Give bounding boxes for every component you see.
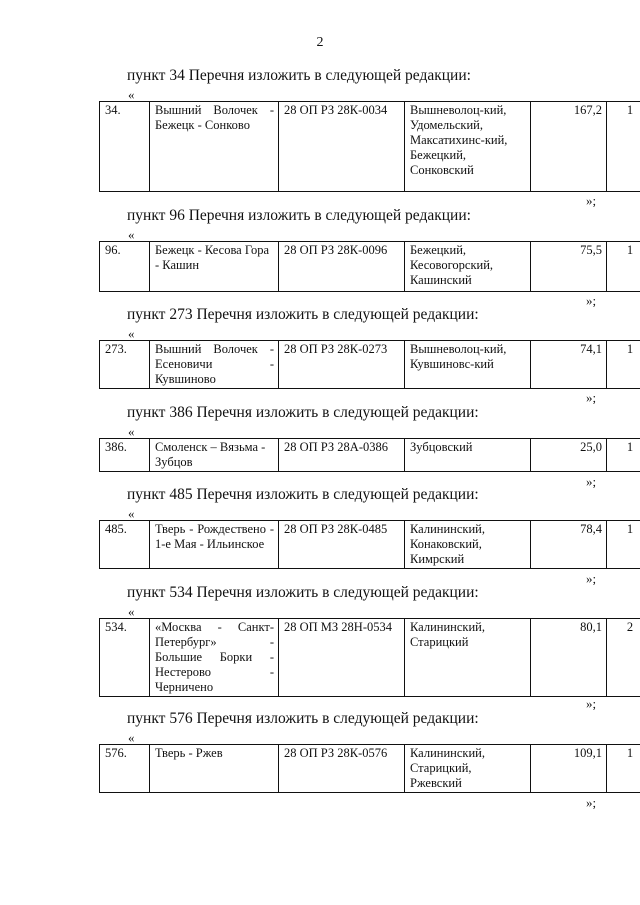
cell-category: 1 [607,745,640,793]
section-heading: пункт 34 Перечня изложить в следующей редакции: [127,67,471,84]
cell-districts: Вышневолоц-кий, Удомельский, Максатихинс-кий, Бежецкий, Сонковский [405,102,531,192]
cell-category: 1 [607,341,640,389]
section-heading: пункт 273 Перечня изложить в следующей редакции: [127,306,479,323]
cell-road-code: 28 ОП РЗ 28К-0273 [279,341,405,389]
cell-category: 1 [607,102,640,192]
section-heading: пункт 534 Перечня изложить в следующей редакции: [127,584,479,601]
road-table [99,438,640,472]
cell-category: 1 [607,242,640,292]
close-quote: »; [586,795,597,810]
cell-road-code: 28 ОП РЗ 28К-0485 [279,521,405,569]
cell-number: 96. [100,242,150,292]
cell-road-name: «Москва - Санкт-Петербург» - Большие Борки - Нестерово - Черничено [150,619,279,697]
table-row [100,439,640,472]
cell-number: 485. [100,521,150,569]
road-table [99,340,640,389]
cell-number: 273. [100,341,150,389]
cell-category: 1 [607,521,640,569]
open-quote: « [128,87,135,102]
cell-length: 80,1 [531,619,607,697]
road-table [99,520,640,569]
cell-length: 167,2 [531,102,607,192]
section-heading: пункт 485 Перечня изложить в следующей редакции: [127,486,479,503]
cell-length: 75,5 [531,242,607,292]
cell-districts: Бежецкий, Кесовогорский, Кашинский [405,242,531,292]
section-heading: пункт 96 Перечня изложить в следующей редакции: [127,207,471,224]
open-quote: « [128,506,135,521]
cell-districts: Калининский, Старицкий [405,619,531,697]
table-row [100,242,640,292]
cell-road-code: 28 ОП РЗ 28К-0034 [279,102,405,192]
table-row [100,341,640,389]
cell-districts: Калининский, Старицкий, Ржевский [405,745,531,793]
road-table [99,618,640,697]
close-quote: »; [586,293,597,308]
cell-road-name: Тверь - Ржев [150,745,279,793]
cell-districts: Вышневолоц-кий, Кувшиновс-кий [405,341,531,389]
table-row [100,521,640,569]
road-table [99,744,640,793]
cell-road-code: 28 ОП РЗ 28А-0386 [279,439,405,472]
section-heading: пункт 386 Перечня изложить в следующей редакции: [127,404,479,421]
cell-length: 109,1 [531,745,607,793]
cell-number: 386. [100,439,150,472]
open-quote: « [128,424,135,439]
cell-length: 74,1 [531,341,607,389]
close-quote: »; [586,193,597,208]
cell-road-name: Тверь - Рождествено - 1-е Мая - Ильинское [150,521,279,569]
page-number: 2 [316,35,324,50]
cell-number: 34. [100,102,150,192]
close-quote: »; [586,571,597,586]
close-quote: »; [586,474,597,489]
cell-road-name: Смоленск – Вязьма - Зубцов [150,439,279,472]
section-heading: пункт 576 Перечня изложить в следующей редакции: [127,710,479,727]
table-row [100,102,640,192]
cell-number: 534. [100,619,150,697]
cell-road-name: Бежецк - Кесова Гора - Кашин [150,242,279,292]
open-quote: « [128,604,135,619]
cell-category: 1 [607,439,640,472]
cell-length: 78,4 [531,521,607,569]
cell-road-code: 28 ОП МЗ 28Н-0534 [279,619,405,697]
table-row [100,745,640,793]
cell-number: 576. [100,745,150,793]
cell-road-name: Вышний Волочек - Есеновичи - Кувшиново [150,341,279,389]
close-quote: »; [586,696,597,711]
open-quote: « [128,227,135,242]
cell-category: 2 [607,619,640,697]
road-table [99,101,640,192]
road-table [99,241,640,292]
cell-road-code: 28 ОП РЗ 28К-0096 [279,242,405,292]
cell-districts: Зубцовский [405,439,531,472]
cell-road-code: 28 ОП РЗ 28К-0576 [279,745,405,793]
open-quote: « [128,730,135,745]
cell-road-name: Вышний Волочек - Бежецк - Сонково [150,102,279,192]
table-row [100,619,640,697]
open-quote: « [128,326,135,341]
cell-districts: Калининский, Конаковский, Кимрский [405,521,531,569]
cell-length: 25,0 [531,439,607,472]
close-quote: »; [586,390,597,405]
